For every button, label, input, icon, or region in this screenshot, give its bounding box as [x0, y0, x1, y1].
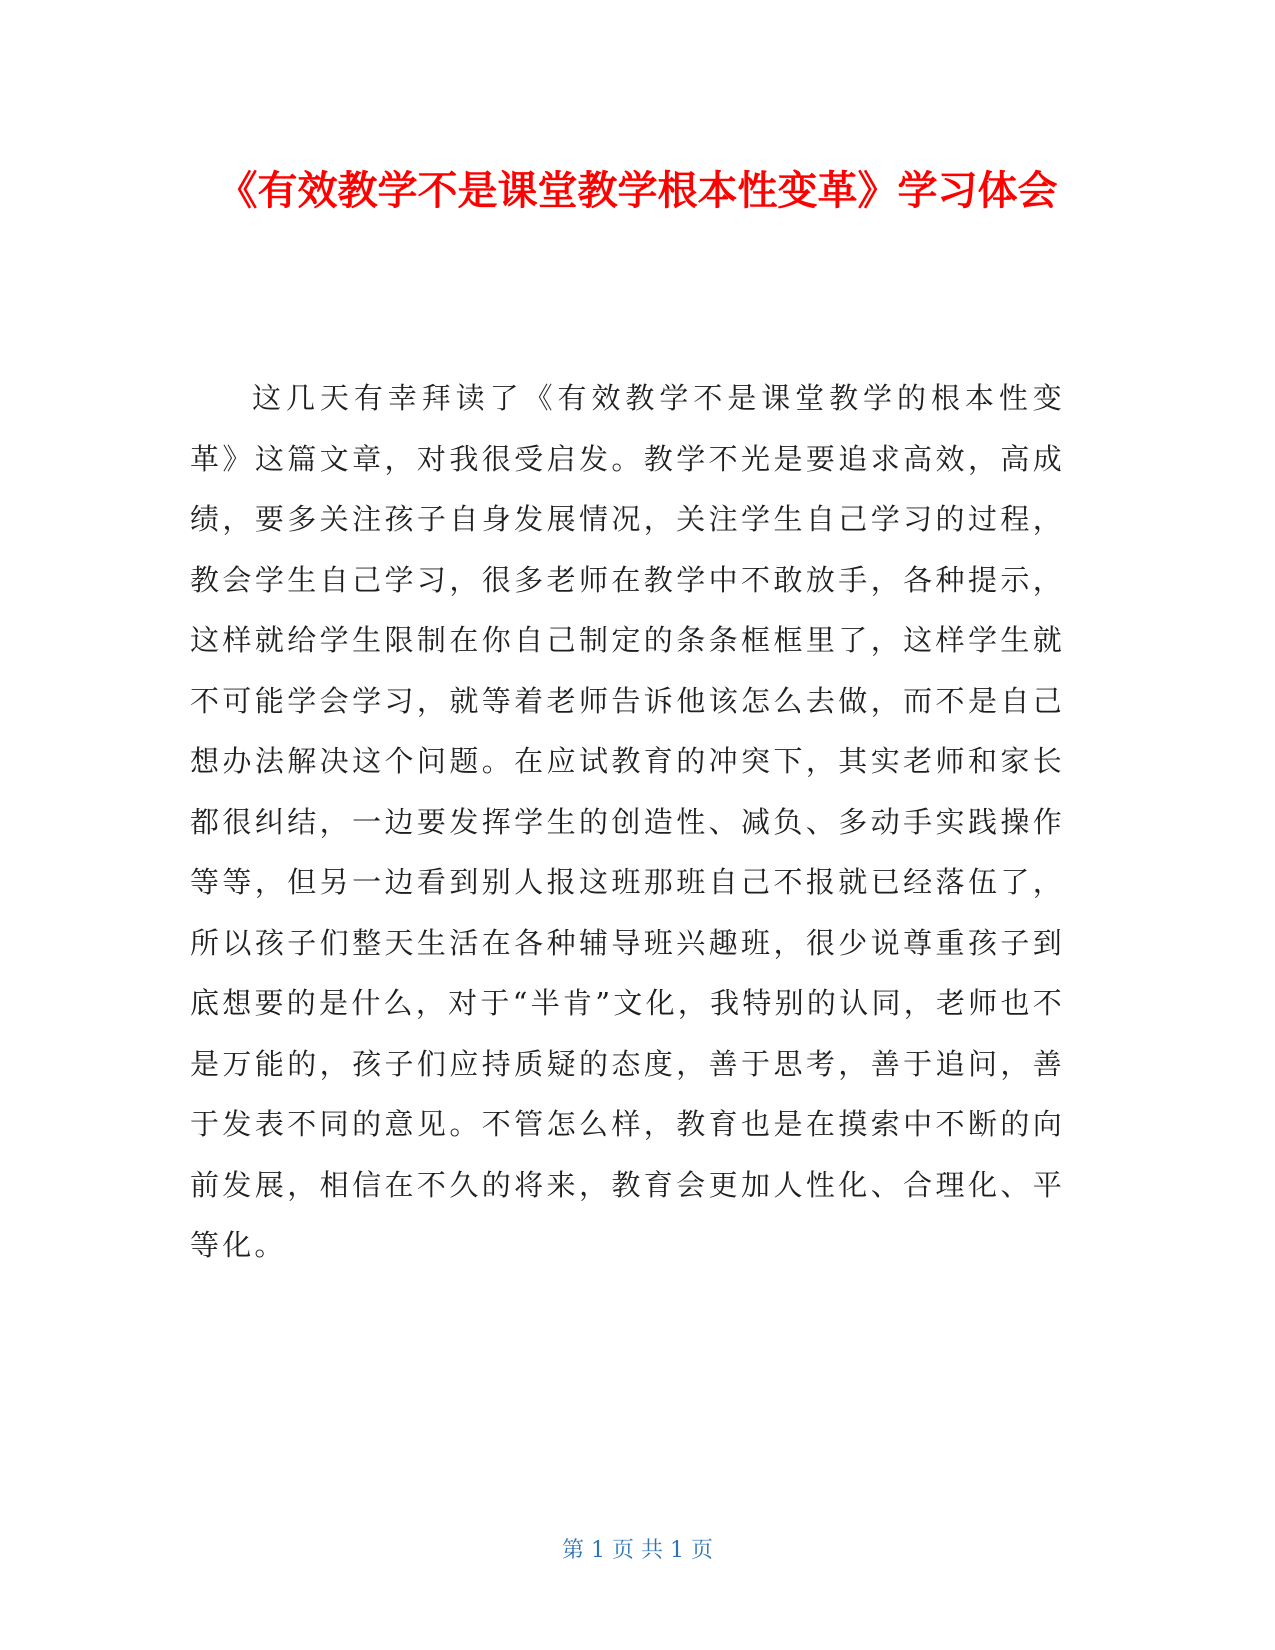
document-body-paragraph: 这几天有幸拜读了《有效教学不是课堂教学的根本性变革》这篇文章，对我很受启发。教学不光是要追求高效，高成绩，要多关注孩子自身发展情况，关注学生自己学习的过程，教会学生自己学习，很多老师在教学中不敢放手，各种提示，这样就给学生限制在你自己制定的条条框框里了，这样学生就不可能学会学习，就等着老师告诉他该怎么去做，而不是自己想办法解决这个问题。在应试教育的冲突下，其实老师和家长都很纠结，一边要发挥学生的创造性、减负、多动手实践操作等等，但另一边看到别人报这班那班自己不报就已经落伍了，所以孩子们整天生活在各种辅导班兴趣班，很少说尊重孩子到底想要的是什么，对于“半肯”文化，我特别的认同，老师也不是万能的，孩子们应持质疑的态度，善于思考，善于追问，善于发表不同的意见。不管怎么样，教育也是在摸索中不断的向前发展，相信在不久的将来，教育会更加人性化、合理化、平等化。 — [190, 381, 1065, 1262]
document-title: 《有效教学不是课堂教学根本性变革》学习体会 — [217, 168, 1058, 214]
page-number-footer: 第 1 页 共 1 页 — [562, 1538, 713, 1563]
